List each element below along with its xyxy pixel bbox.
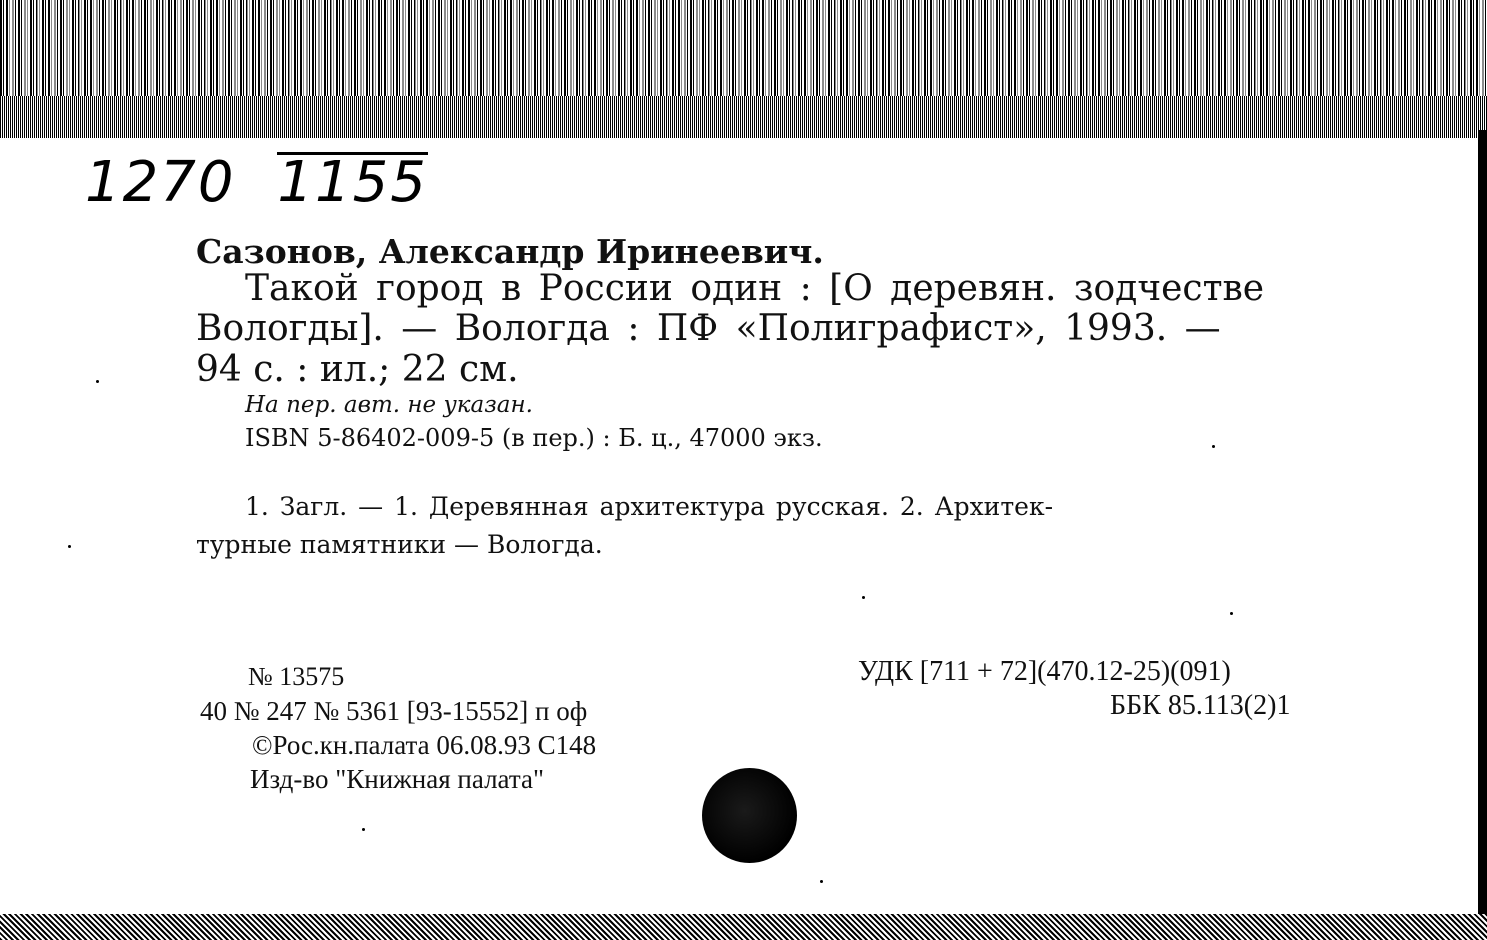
scan-border-right	[1478, 130, 1487, 920]
scan-speck	[862, 596, 865, 599]
card-number: № 13575	[248, 662, 345, 691]
scan-speck	[1230, 612, 1233, 615]
scan-speck	[96, 380, 99, 383]
scan-speck	[68, 545, 71, 548]
handwritten-number-2: 1155	[277, 150, 428, 215]
scan-speck	[1212, 445, 1215, 448]
title-line-1: Такой город в России один : [О деревян. зодчестве	[245, 268, 1265, 309]
scan-speck	[362, 828, 365, 831]
publisher-line: Изд-во "Книжная палата"	[250, 764, 544, 794]
scan-border-band	[0, 96, 1487, 138]
bbk-code: ББК 85.113(2)1	[1110, 690, 1291, 721]
note-text: На пер. авт. не указан.	[245, 392, 533, 418]
author-heading: Сазонов, Александр Иринеевич.	[196, 232, 824, 271]
copyright-line: ©Рос.кн.палата 06.08.93 С148	[252, 730, 597, 760]
scan-border-bottom	[0, 914, 1487, 940]
scan-speck	[820, 880, 823, 883]
physical-description: 94 с. : ил.; 22 см.	[196, 349, 519, 390]
udk-code: УДК [711 + 72](470.12-25)(091)	[858, 656, 1231, 687]
handwritten-number-1: 1270	[85, 150, 236, 215]
handwritten-call-number	[85, 150, 428, 215]
isbn-line: ISBN 5-86402-009-5 (в пер.) : Б. ц., 47000 экз.	[245, 424, 823, 452]
punch-hole	[702, 768, 797, 863]
title-line-2: Вологды]. — Вологда : ПФ «Полиграфист», 1993. —	[196, 308, 1221, 349]
subjects-line-2: турные памятники — Вологда.	[196, 530, 603, 559]
order-number-line: 40 № 247 № 5361 [93-15552] п оф	[200, 696, 588, 726]
subjects-line-1: 1. Загл. — 1. Деревянная архитектура русская. 2. Архитек-	[245, 492, 1054, 521]
